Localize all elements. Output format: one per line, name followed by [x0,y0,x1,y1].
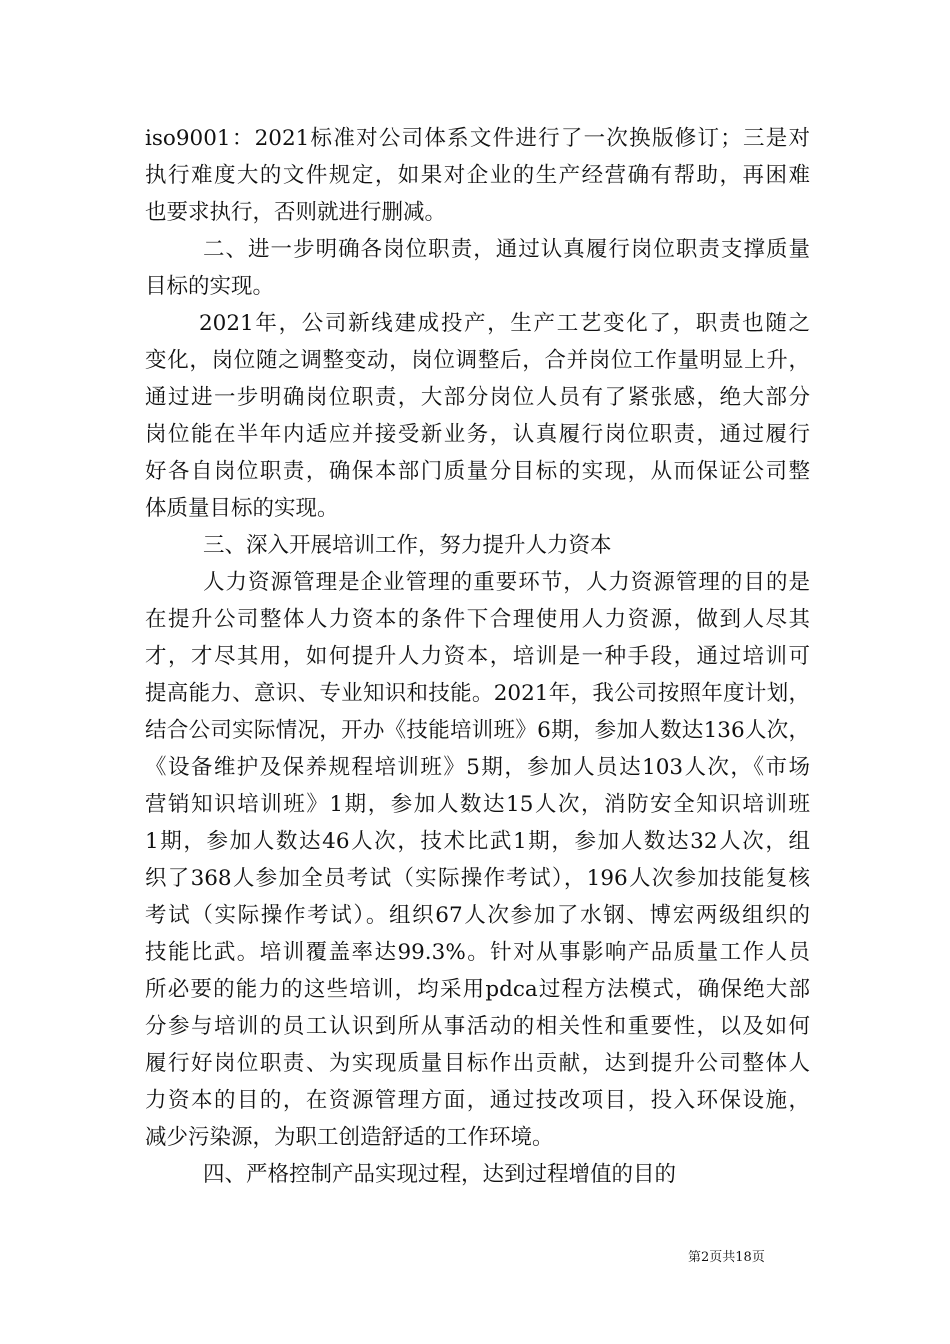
text-line: 通过进一步明确岗位职责，大部分岗位人员有了紧张感，绝大部分 [145,385,810,410]
text-line: 考试（实际操作考试）。组织67人次参加了水钢、博宏两级组织的 [145,903,810,928]
section-heading-continued: 目标的实现。 [145,274,275,299]
text-line: 2021年，公司新线建成投产，生产工艺变化了，职责也随之 [199,311,810,336]
text-line: 力资本的目的，在资源管理方面，通过技改项目，投入环保设施， [145,1088,810,1113]
text-line: 人力资源管理是企业管理的重要环节，人力资源管理的目的是 [203,570,810,595]
text-line: 执行难度大的文件规定，如果对企业的生产经营确有帮助，再困难 [145,163,810,188]
text-line: 也要求执行，否则就进行删减。 [145,200,447,225]
text-line: 岗位能在半年内适应并接受新业务，认真履行岗位职责，通过履行 [145,422,810,447]
text-line: 技能比武。培训覆盖率达99.3%。针对从事影响产品质量工作人员 [145,940,810,965]
text-line: 在提升公司整体人力资本的条件下合理使用人力资源，做到人尽其 [145,607,810,632]
text-line: 结合公司实际情况，开办《技能培训班》6期，参加人数达136人次， [145,718,810,743]
section-heading: 二、进一步明确各岗位职责，通过认真履行岗位职责支撑质量 [203,237,810,262]
text-line: iso9001：2021标准对公司体系文件进行了一次换版修订；三是对 [145,126,810,151]
section-heading: 三、深入开展培训工作，努力提升人力资本 [203,533,612,558]
text-line: 分参与培训的员工认识到所从事活动的相关性和重要性，以及如何 [145,1014,810,1039]
text-line: 变化，岗位随之调整变动，岗位调整后，合并岗位工作量明显上升， [145,348,810,373]
text-line: 提高能力、意识、专业知识和技能。2021年，我公司按照年度计划， [145,681,810,706]
text-line: 《设备维护及保养规程培训班》5期，参加人员达103人次，《市场 [145,755,810,780]
text-line: 体质量目标的实现。 [145,496,339,521]
text-line: 履行好岗位职责、为实现质量目标作出贡献，达到提升公司整体人 [145,1051,810,1076]
text-line: 营销知识培训班》1期，参加人数达15人次，消防安全知识培训班 [145,792,810,817]
document-body [145,120,810,1193]
section-heading: 四、严格控制产品实现过程，达到过程增值的目的 [203,1162,677,1187]
text-line: 所必要的能力的这些培训，均采用pdca过程方法模式，确保绝大部 [145,977,810,1002]
page-number: 第2页共18页 [688,1250,765,1265]
text-line: 减少污染源，为职工创造舒适的工作环境。 [145,1125,554,1150]
text-line: 好各自岗位职责，确保本部门质量分目标的实现，从而保证公司整 [145,459,810,484]
text-line: 才，才尽其用，如何提升人力资本，培训是一种手段，通过培训可 [145,644,810,669]
text-line: 1期，参加人数达46人次，技术比武1期，参加人数达32人次，组 [145,829,810,854]
text-line: 织了368人参加全员考试（实际操作考试），196人次参加技能复核 [145,866,810,891]
